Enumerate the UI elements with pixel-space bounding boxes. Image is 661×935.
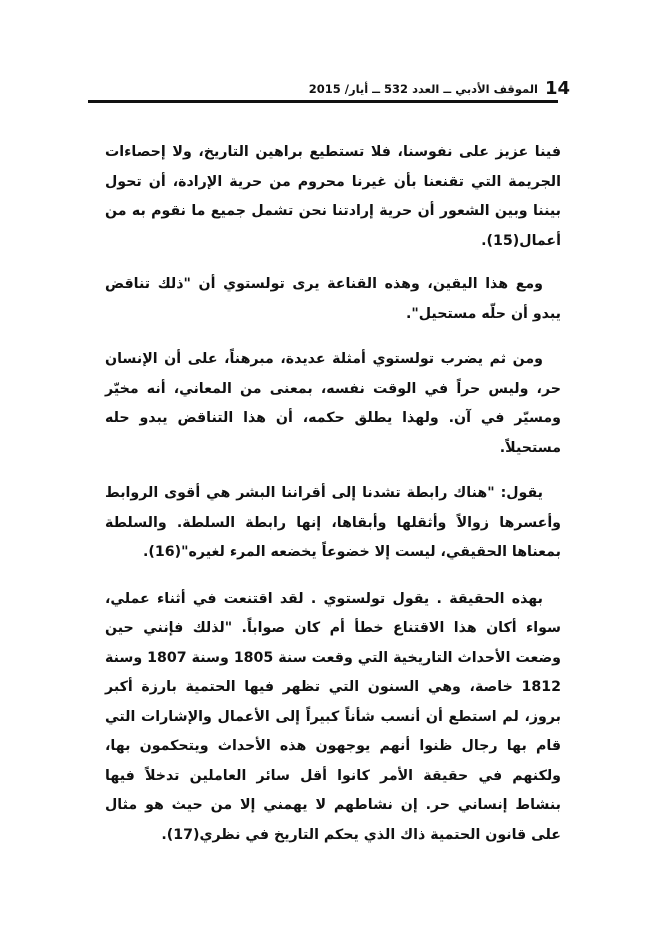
header-rule bbox=[88, 100, 558, 103]
paragraph-4: يقول: "هناك رابطة تشدنا إلى أقراننا البشر هي أقوى الروابط وأعسرها زوالاً وأثقلها وأبقاها، إنها رابطة السلطة. والسلطة بمعناها الحقيقي، ليست إلا خضوعاً يخضعه المرء لغيره"(16). bbox=[105, 485, 561, 560]
paragraph-1: فينا عزيز على نفوسنا، فلا تستطيع براهين التاريخ، ولا إحصاءات الجريمة التي تقنعنا بأن غيرنا محروم من حرية الإرادة، أن تحول بيننا وبين الشعور أن حرية إرادتنا نحن تشمل جميع ما نقوم به من أعمال(15). bbox=[105, 144, 561, 249]
running-header bbox=[88, 78, 570, 104]
paragraph-3: ومن ثم يضرب تولستوي أمثلة عديدة، مبرهناً، على أن الإنسان حر، وليس حراً في الوقت نفسه، بمعنى من المعاني، أنه مخيّر ومسيّر في آن. ولهذا يطلق حكمه، أن هذا التناقض يبدو حله مستحيلاً. bbox=[105, 351, 561, 456]
running-title: الموقف الأدبي ــ العدد 532 ــ أيار/ 2015 bbox=[308, 82, 538, 96]
paragraph-5: بهذه الحقيقة . يقول تولستوي . لقد اقتنعت في أثناء عملي، سواء أكان هذا الاقتناع خطأ أم كان صواباً. "لذلك فإنني حين وضعت الأحداث التاريخية التي وقعت سنة 1805 وسنة 1807 وسنة 1812 خاصة، وهي السنون التي تظهر فيها الحتمية بارزة أكبر بروز، لم استطع أن أنسب شأناً كبيراً إلى الأعمال والإشارات التي قام بها رجال ظنوا أنهم يوجهون هذه الأحداث ويتحكمون بها، ولكنهم في حقيقة الأمر كانوا أقل سائر العاملين تدخلاً فيها بنشاط إنساني حر. إن نشاطهم لا يهمني إلا من حيث هو مثال على قانون الحتمية ذاك الذي يحكم التاريخ في نظري(17). bbox=[105, 590, 562, 843]
article-body bbox=[105, 138, 561, 850]
paragraph-2: ومع هذا اليقين، وهذه القناعة يرى تولستوي أن "ذلك تناقض يبدو أن حلّه مستحيل". bbox=[105, 276, 561, 322]
page-number: 14 bbox=[544, 78, 570, 99]
